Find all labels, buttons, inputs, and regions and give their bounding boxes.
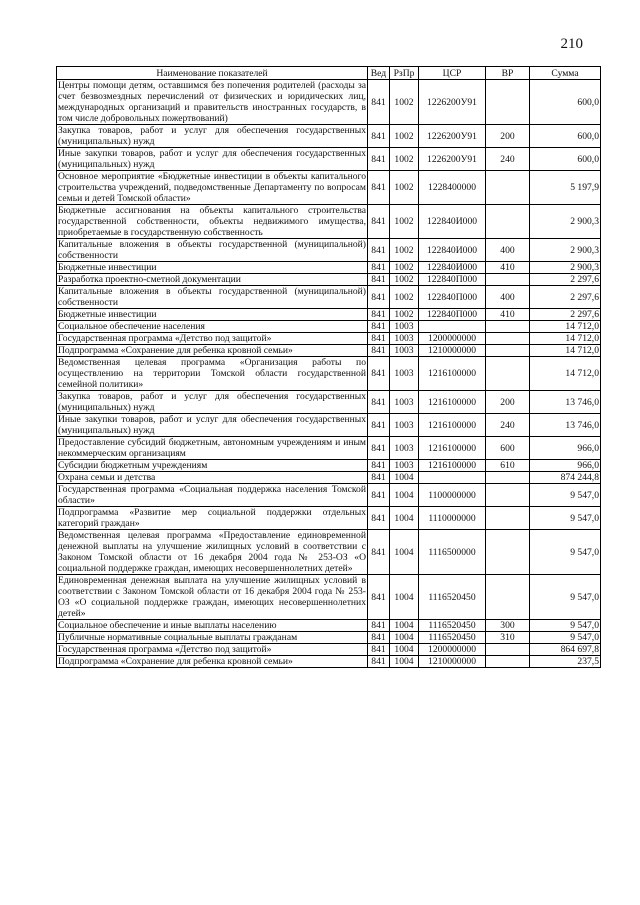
table-row bbox=[57, 262, 601, 274]
cell-rzpr: 1004 bbox=[390, 484, 419, 507]
cell-rzpr: 1002 bbox=[390, 262, 419, 274]
cell-ved: 841 bbox=[368, 530, 390, 575]
cell-vr bbox=[486, 484, 530, 507]
cell-name: Бюджетные ассигнования на объекты капитального строительства государственной собственности, объекты недвижимого имущества, приобретаемые в государственную собственность bbox=[58, 205, 366, 238]
cell-ved: 841 bbox=[368, 274, 390, 286]
cell-sum: 874 244,8 bbox=[530, 472, 601, 484]
cell-rzpr: 1002 bbox=[390, 274, 419, 286]
cell-sum: 13 746,0 bbox=[530, 414, 601, 437]
cell-ved: 841 bbox=[368, 484, 390, 507]
cell-sum: 237,5 bbox=[530, 656, 601, 668]
cell-rzpr: 1002 bbox=[390, 286, 419, 309]
table-row bbox=[57, 321, 601, 333]
cell-name: Государственная программа «Детство под защитой» bbox=[57, 333, 368, 345]
cell-name: Социальное обеспечение и иные выплаты населению bbox=[57, 620, 368, 632]
cell-csr: 1216100000 bbox=[419, 460, 486, 472]
cell-vr bbox=[486, 357, 530, 391]
cell-sum: 13 746,0 bbox=[530, 391, 601, 414]
cell-rzpr: 1002 bbox=[390, 148, 419, 171]
cell-ved: 841 bbox=[368, 205, 390, 239]
cell-rzpr: 1004 bbox=[390, 632, 419, 644]
cell-ved: 841 bbox=[368, 632, 390, 644]
header-name: Наименование показателей bbox=[57, 67, 368, 80]
cell-vr: 610 bbox=[486, 460, 530, 472]
table-row bbox=[57, 148, 601, 171]
cell-csr bbox=[419, 472, 486, 484]
cell-vr bbox=[486, 205, 530, 239]
cell-sum: 864 697,8 bbox=[530, 644, 601, 656]
cell-vr: 240 bbox=[486, 148, 530, 171]
cell-sum: 600,0 bbox=[530, 125, 601, 148]
budget-table bbox=[56, 66, 601, 668]
cell-name: Охрана семьи и детства bbox=[57, 472, 368, 484]
cell-name: Ведомственная целевая программа «Организация работы по осуществлению на территории Томской области государственной семейной политики» bbox=[58, 357, 366, 390]
cell-rzpr: 1004 bbox=[390, 575, 419, 620]
cell-rzpr: 1002 bbox=[390, 205, 419, 239]
table-row bbox=[57, 80, 601, 125]
cell-sum: 9 547,0 bbox=[530, 575, 601, 620]
cell-csr: 1116520450 bbox=[419, 632, 486, 644]
cell-ved: 841 bbox=[368, 125, 390, 148]
cell-ved: 841 bbox=[368, 286, 390, 309]
cell-name: Социальное обеспечение населения bbox=[57, 321, 368, 333]
cell-vr bbox=[486, 575, 530, 620]
cell-sum: 600,0 bbox=[530, 148, 601, 171]
cell-vr: 400 bbox=[486, 286, 530, 309]
cell-vr: 200 bbox=[486, 125, 530, 148]
cell-csr: 122840П000 bbox=[419, 274, 486, 286]
cell-name: Центры помощи детям, оставшимся без попечения родителей (расходы за счет безвозмездных перечислений от физических и юридических лиц, международных организаций и правительств иностранных государств, в том числе добровольных пожертвований) bbox=[58, 80, 366, 124]
table-row bbox=[57, 239, 601, 262]
cell-sum: 966,0 bbox=[530, 460, 601, 472]
cell-ved: 841 bbox=[368, 262, 390, 274]
cell-csr: 1200000000 bbox=[419, 644, 486, 656]
cell-csr: 1228400000 bbox=[419, 171, 486, 205]
cell-rzpr: 1004 bbox=[390, 656, 419, 668]
cell-vr: 200 bbox=[486, 391, 530, 414]
cell-csr: 1216100000 bbox=[419, 391, 486, 414]
cell-sum: 5 197,9 bbox=[530, 171, 601, 205]
cell-name: Иные закупки товаров, работ и услуг для обеспечения государственных (муниципальных) нужд bbox=[58, 414, 366, 436]
cell-rzpr: 1003 bbox=[390, 333, 419, 345]
table-row bbox=[57, 460, 601, 472]
cell-vr: 400 bbox=[486, 239, 530, 262]
cell-name: Бюджетные инвестиции bbox=[57, 309, 368, 321]
cell-ved: 841 bbox=[368, 148, 390, 171]
table-row bbox=[57, 414, 601, 437]
cell-ved: 841 bbox=[368, 460, 390, 472]
cell-ved: 841 bbox=[368, 80, 390, 125]
cell-csr: 1200000000 bbox=[419, 333, 486, 345]
cell-ved: 841 bbox=[368, 472, 390, 484]
cell-vr bbox=[486, 507, 530, 530]
cell-sum: 600,0 bbox=[530, 80, 601, 125]
cell-name: Предоставление субсидий бюджетным, автономным учреждениям и иным некоммерческим организациям bbox=[58, 437, 366, 459]
table-row bbox=[57, 391, 601, 414]
cell-rzpr: 1003 bbox=[390, 321, 419, 333]
cell-rzpr: 1003 bbox=[390, 460, 419, 472]
cell-sum: 2 900,3 bbox=[530, 205, 601, 239]
cell-ved: 841 bbox=[368, 414, 390, 437]
cell-name: Ведомственная целевая программа «Предоставление единовременной денежной выплаты на улучшение жилищных условий в соответствии с Законом Томской области от 16 декабря 2004 года № 253-ОЗ «О социальной поддержке граждан, имеющих несовершеннолетних детей» bbox=[58, 530, 366, 574]
table-row bbox=[57, 575, 601, 620]
table-row bbox=[57, 205, 601, 239]
cell-csr: 1100000000 bbox=[419, 484, 486, 507]
cell-name: Бюджетные инвестиции bbox=[57, 262, 368, 274]
cell-sum: 14 712,0 bbox=[530, 333, 601, 345]
cell-vr bbox=[486, 171, 530, 205]
table-row bbox=[57, 484, 601, 507]
cell-sum: 14 712,0 bbox=[530, 321, 601, 333]
cell-csr: 1110000000 bbox=[419, 507, 486, 530]
cell-name: Подпрограмма «Развитие мер социальной поддержки отдельных категорий граждан» bbox=[58, 507, 366, 529]
cell-rzpr: 1002 bbox=[390, 80, 419, 125]
cell-ved: 841 bbox=[368, 333, 390, 345]
table-row bbox=[57, 620, 601, 632]
cell-name: Иные закупки товаров, работ и услуг для обеспечения государственных (муниципальных) нужд bbox=[58, 148, 366, 170]
cell-rzpr: 1003 bbox=[390, 345, 419, 357]
cell-vr bbox=[486, 644, 530, 656]
cell-rzpr: 1002 bbox=[390, 309, 419, 321]
cell-name: Публичные нормативные социальные выплаты гражданам bbox=[57, 632, 368, 644]
cell-csr: 122840И000 bbox=[419, 239, 486, 262]
cell-sum: 14 712,0 bbox=[530, 345, 601, 357]
cell-sum: 14 712,0 bbox=[530, 357, 601, 391]
cell-rzpr: 1004 bbox=[390, 530, 419, 575]
table-row bbox=[57, 357, 601, 391]
table-row bbox=[57, 309, 601, 321]
header-sum: Сумма bbox=[530, 67, 601, 80]
cell-name: Государственная программа «Социальная поддержка населения Томской области» bbox=[58, 484, 366, 506]
cell-rzpr: 1004 bbox=[390, 620, 419, 632]
table-header-row bbox=[57, 67, 601, 80]
header-ved: Вед bbox=[368, 67, 390, 80]
cell-vr bbox=[486, 274, 530, 286]
cell-rzpr: 1004 bbox=[390, 472, 419, 484]
table-row bbox=[57, 286, 601, 309]
cell-name: Подпрограмма «Сохранение для ребенка кровной семьи» bbox=[57, 345, 368, 357]
cell-csr: 1216100000 bbox=[419, 357, 486, 391]
cell-name: Закупка товаров, работ и услуг для обеспечения государственных (муниципальных) нужд bbox=[58, 391, 366, 413]
cell-sum: 966,0 bbox=[530, 437, 601, 460]
cell-name: Субсидии бюджетным учреждениям bbox=[57, 460, 368, 472]
cell-csr: 1226200У91 bbox=[419, 148, 486, 171]
cell-vr bbox=[486, 333, 530, 345]
table-row bbox=[57, 507, 601, 530]
cell-vr: 240 bbox=[486, 414, 530, 437]
cell-csr: 1216100000 bbox=[419, 437, 486, 460]
cell-csr: 1216100000 bbox=[419, 414, 486, 437]
cell-name: Капитальные вложения в объекты государственной (муниципальной) собственности bbox=[58, 239, 366, 261]
cell-vr: 300 bbox=[486, 620, 530, 632]
table-row bbox=[57, 656, 601, 668]
table-row bbox=[57, 644, 601, 656]
header-vr: ВР bbox=[486, 67, 530, 80]
header-rzpr: РзПр bbox=[390, 67, 419, 80]
cell-name: Основное мероприятие «Бюджетные инвестиции в объекты капитального строительства учреждений, подведомственные Департаменту по вопросам семьи и детей Томской области» bbox=[58, 171, 366, 204]
cell-sum: 9 547,0 bbox=[530, 530, 601, 575]
cell-rzpr: 1002 bbox=[390, 171, 419, 205]
cell-rzpr: 1003 bbox=[390, 414, 419, 437]
cell-vr bbox=[486, 345, 530, 357]
cell-sum: 2 297,6 bbox=[530, 274, 601, 286]
cell-ved: 841 bbox=[368, 239, 390, 262]
cell-name: Разработка проектно-сметной документации bbox=[57, 274, 368, 286]
table-row bbox=[57, 437, 601, 460]
table-row bbox=[57, 171, 601, 205]
cell-csr: 122840П000 bbox=[419, 309, 486, 321]
page-number: 210 bbox=[560, 36, 583, 52]
cell-vr bbox=[486, 656, 530, 668]
cell-sum: 2 297,6 bbox=[530, 309, 601, 321]
cell-rzpr: 1003 bbox=[390, 437, 419, 460]
cell-rzpr: 1003 bbox=[390, 391, 419, 414]
cell-name: Закупка товаров, работ и услуг для обеспечения государственных (муниципальных) нужд bbox=[58, 125, 366, 147]
cell-sum: 9 547,0 bbox=[530, 632, 601, 644]
table-row bbox=[57, 125, 601, 148]
cell-rzpr: 1004 bbox=[390, 507, 419, 530]
cell-csr: 1116520450 bbox=[419, 620, 486, 632]
cell-vr bbox=[486, 321, 530, 333]
cell-vr: 410 bbox=[486, 309, 530, 321]
cell-ved: 841 bbox=[368, 507, 390, 530]
cell-sum: 2 297,6 bbox=[530, 286, 601, 309]
cell-csr: 1210000000 bbox=[419, 345, 486, 357]
cell-csr bbox=[419, 321, 486, 333]
cell-ved: 841 bbox=[368, 620, 390, 632]
cell-sum: 9 547,0 bbox=[530, 620, 601, 632]
cell-csr: 1116520450 bbox=[419, 575, 486, 620]
cell-ved: 841 bbox=[368, 321, 390, 333]
table-row bbox=[57, 472, 601, 484]
cell-vr: 600 bbox=[486, 437, 530, 460]
cell-ved: 841 bbox=[368, 575, 390, 620]
cell-csr: 122840И000 bbox=[419, 205, 486, 239]
cell-sum: 9 547,0 bbox=[530, 484, 601, 507]
table-row bbox=[57, 530, 601, 575]
cell-sum: 2 900,3 bbox=[530, 239, 601, 262]
cell-csr: 1210000000 bbox=[419, 656, 486, 668]
cell-ved: 841 bbox=[368, 171, 390, 205]
cell-ved: 841 bbox=[368, 656, 390, 668]
cell-vr bbox=[486, 472, 530, 484]
cell-ved: 841 bbox=[368, 437, 390, 460]
cell-rzpr: 1002 bbox=[390, 125, 419, 148]
cell-name: Единовременная денежная выплата на улучшение жилищных условий в соответствии с Законом Томской области от 16 декабря 2004 года № 253-ОЗ «О социальной поддержке граждан, имеющих несовершеннолетних детей» bbox=[58, 575, 366, 619]
cell-name: Подпрограмма «Сохранение для ребенка кровной семьи» bbox=[57, 656, 368, 668]
cell-csr: 1116500000 bbox=[419, 530, 486, 575]
cell-ved: 841 bbox=[368, 391, 390, 414]
header-csr: ЦСР bbox=[419, 67, 486, 80]
cell-csr: 122840П000 bbox=[419, 286, 486, 309]
cell-vr: 410 bbox=[486, 262, 530, 274]
cell-sum: 2 900,3 bbox=[530, 262, 601, 274]
cell-sum: 9 547,0 bbox=[530, 507, 601, 530]
cell-vr: 310 bbox=[486, 632, 530, 644]
cell-csr: 1226200У91 bbox=[419, 125, 486, 148]
cell-ved: 841 bbox=[368, 644, 390, 656]
cell-vr bbox=[486, 530, 530, 575]
cell-vr bbox=[486, 80, 530, 125]
cell-csr: 122840И000 bbox=[419, 262, 486, 274]
cell-csr: 1226200У91 bbox=[419, 80, 486, 125]
cell-rzpr: 1003 bbox=[390, 357, 419, 391]
cell-ved: 841 bbox=[368, 345, 390, 357]
cell-rzpr: 1004 bbox=[390, 644, 419, 656]
table-row bbox=[57, 274, 601, 286]
cell-rzpr: 1002 bbox=[390, 239, 419, 262]
table-row bbox=[57, 632, 601, 644]
cell-name: Капитальные вложения в объекты государственной (муниципальной) собственности bbox=[58, 286, 366, 308]
cell-name: Государственная программа «Детство под защитой» bbox=[57, 644, 368, 656]
cell-ved: 841 bbox=[368, 309, 390, 321]
cell-ved: 841 bbox=[368, 357, 390, 391]
table-row bbox=[57, 345, 601, 357]
table-row bbox=[57, 333, 601, 345]
